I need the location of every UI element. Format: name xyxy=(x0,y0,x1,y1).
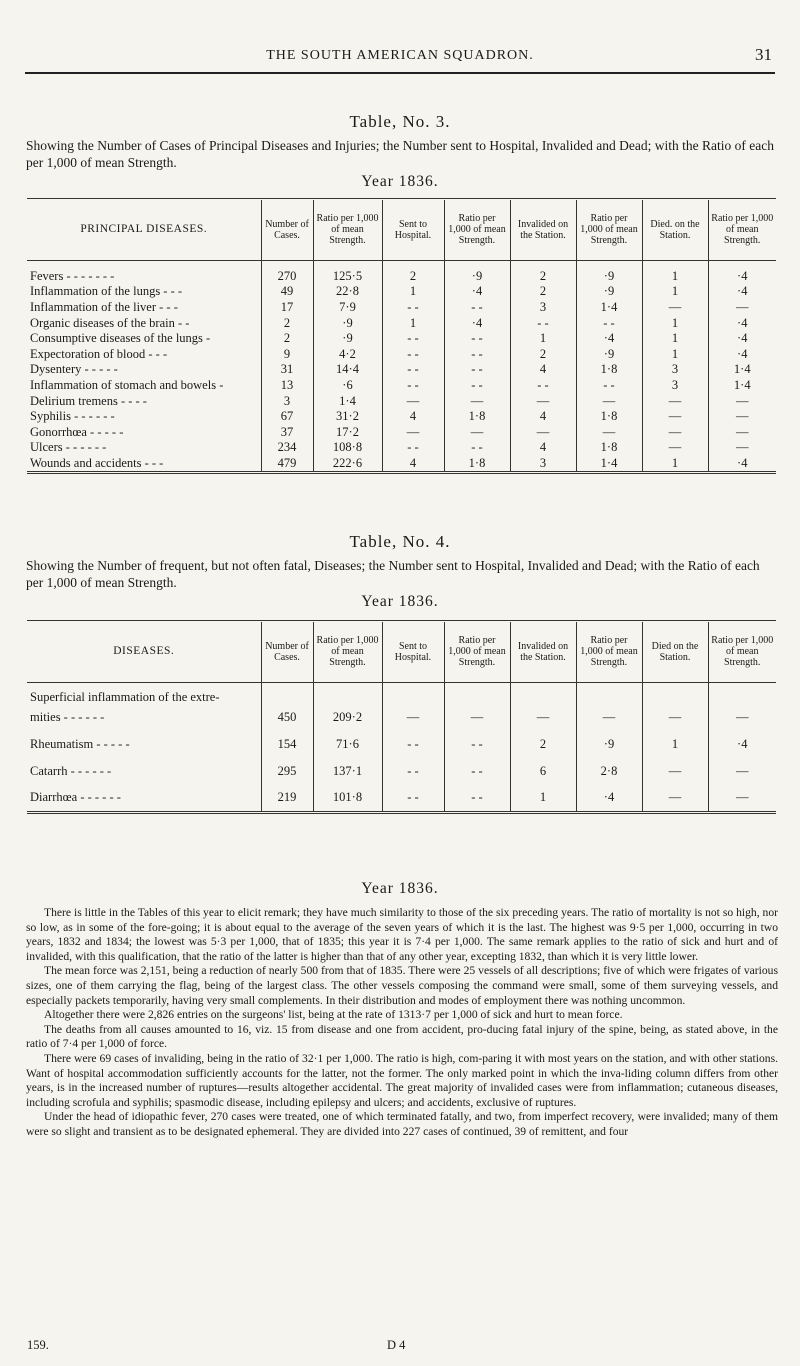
table-cell: — xyxy=(642,440,708,456)
table-cell: 209·2 xyxy=(313,704,382,731)
signature-mark: D 4 xyxy=(387,1338,406,1352)
table-cell: ·4 xyxy=(576,785,642,812)
table3 xyxy=(27,200,776,474)
table4-col-header-4: Ratio per 1,000 of mean Strength. xyxy=(444,622,510,682)
table-cell: 31 xyxy=(261,362,313,378)
table-cell: — xyxy=(382,424,444,440)
table4-caption: Table, No. 4. xyxy=(349,532,451,551)
table-cell: - - xyxy=(444,362,510,378)
table-cell: 154 xyxy=(261,731,313,758)
table-cell: 17 xyxy=(261,300,313,316)
table-cell: — xyxy=(708,704,776,731)
table4 xyxy=(27,622,776,814)
table-cell: 9 xyxy=(261,346,313,362)
table-row xyxy=(27,704,776,731)
table3-caption: Table, No. 3. xyxy=(349,112,451,131)
row-label: Ulcers - - - - - - xyxy=(30,440,107,455)
table4-row1-label-a: Superficial inflammation of the extre- xyxy=(30,690,220,704)
table-cell: ·6 xyxy=(313,378,382,394)
table-cell: ·4 xyxy=(708,731,776,758)
section-paragraph: The mean force was 2,151, being a reduction of nearly 500 from that of 1835. There were 25 vessels of all descriptions; five of which were frigates of various sizes, one of them carrying the flag, being of the largest class. The other vessels composing the command were small, some of them surveying vessels, and especially packets temporarily, having very small complements. In their distribution and modes of employment there was nothing uncommon. xyxy=(26,964,778,1007)
table-cell: ·4 xyxy=(708,315,776,331)
table-cell: ·4 xyxy=(708,346,776,362)
table-cell: - - xyxy=(382,785,444,812)
table-cell: — xyxy=(708,393,776,409)
table-cell: — xyxy=(708,424,776,440)
row-label: Organic diseases of the brain - - xyxy=(30,315,190,330)
table4-col-header-2: Ratio per 1,000 of mean Strength. xyxy=(313,622,382,682)
table-cell: ·4 xyxy=(708,260,776,284)
section-paragraph: Altogether there were 2,826 entries on the surgeons' list, being at the rate of 1313·7 per 1,000 of sick and hurt to mean force. xyxy=(44,1008,623,1022)
table-cell: ·4 xyxy=(576,331,642,347)
table-cell: 71·6 xyxy=(313,731,382,758)
table-cell: — xyxy=(576,704,642,731)
page-number: 31 xyxy=(755,45,772,64)
table-cell: 2 xyxy=(510,284,576,300)
table-cell: 1 xyxy=(510,331,576,347)
table3-top-rule xyxy=(27,198,776,199)
row-label: Inflammation of stomach and bowels - xyxy=(30,377,224,392)
table-cell: 4·2 xyxy=(313,346,382,362)
row-label: Inflammation of the lungs - - - xyxy=(30,284,183,299)
table-cell: - - xyxy=(444,731,510,758)
table-cell: — xyxy=(642,704,708,731)
table-cell: 1 xyxy=(382,284,444,300)
row-label: Catarrh - - - - - - xyxy=(30,764,112,778)
table-cell: 2 xyxy=(510,346,576,362)
table-cell: — xyxy=(510,424,576,440)
table-cell: ·4 xyxy=(444,284,510,300)
table-cell: 67 xyxy=(261,409,313,425)
table4-row1-label-b: mities - - - - - - xyxy=(30,710,105,724)
table-cell: 234 xyxy=(261,440,313,456)
table-cell: — xyxy=(576,393,642,409)
table-cell: — xyxy=(642,409,708,425)
table-cell: 295 xyxy=(261,758,313,785)
table-cell: - - xyxy=(444,346,510,362)
table-cell: 4 xyxy=(510,362,576,378)
table-cell: — xyxy=(642,300,708,316)
table-cell: ·4 xyxy=(444,315,510,331)
table-row xyxy=(27,378,776,394)
table-cell: — xyxy=(642,758,708,785)
table-row xyxy=(27,440,776,456)
table-cell: 3 xyxy=(642,362,708,378)
table-cell: ·9 xyxy=(313,331,382,347)
table-cell: — xyxy=(642,424,708,440)
table3-year: Year 1836. xyxy=(361,173,439,190)
table-cell: 31·2 xyxy=(313,409,382,425)
table-cell: — xyxy=(444,393,510,409)
table-cell: 6 xyxy=(510,758,576,785)
table-cell: 22·8 xyxy=(313,284,382,300)
table-cell: 17·2 xyxy=(313,424,382,440)
table-cell: 108·8 xyxy=(313,440,382,456)
row-label: Wounds and accidents - - - xyxy=(27,456,261,473)
table-row xyxy=(27,409,776,425)
table-cell: 1 xyxy=(642,731,708,758)
table-cell: - - xyxy=(444,378,510,394)
table-cell: — xyxy=(444,704,510,731)
table-cell: 1 xyxy=(510,785,576,812)
table-cell: — xyxy=(382,704,444,731)
table-cell: 1·8 xyxy=(576,362,642,378)
table3-col-header-5: Invalided on the Station. xyxy=(510,200,576,260)
table3-description: Showing the Number of Cases of Principal Diseases and Injuries; the Number sent to Hospital, Invalided and Dead; with the Ratio of each per 1,000 of mean Strength. xyxy=(26,138,774,170)
table-cell: 101·8 xyxy=(313,785,382,812)
table-cell: 125·5 xyxy=(313,260,382,284)
table3-col-header-4: Ratio per 1,000 of mean Strength. xyxy=(444,200,510,260)
table-cell: 1·8 xyxy=(444,409,510,425)
row-label: Consumptive diseases of the lungs - xyxy=(30,331,211,346)
table-cell: 4 xyxy=(382,409,444,425)
table3-col-header-2: Ratio per 1,000 of mean Strength. xyxy=(313,200,382,260)
table-cell: ·4 xyxy=(708,331,776,347)
table-row xyxy=(27,393,776,409)
table-cell: 1·4 xyxy=(708,362,776,378)
table-cell: 14·4 xyxy=(313,362,382,378)
table-cell: - - xyxy=(444,331,510,347)
table-cell: 2 xyxy=(510,731,576,758)
table-cell: - - xyxy=(382,331,444,347)
table-cell: ·4 xyxy=(708,284,776,300)
table3-col-header-0: PRINCIPAL DISEASES. xyxy=(80,223,208,236)
table-cell: 1·8 xyxy=(576,440,642,456)
table-cell: 479 xyxy=(261,456,313,473)
table-cell: 4 xyxy=(510,409,576,425)
table3-col-header-6: Ratio per 1,000 of mean Strength. xyxy=(576,200,642,260)
table-cell: - - xyxy=(382,346,444,362)
row-label: Gonorrhœa - - - - - xyxy=(30,424,124,439)
table-cell: 3 xyxy=(510,300,576,316)
section-paragraph: There were 69 cases of invaliding, being in the ratio of 32·1 per 1,000. The ratio is high, com-paring it with most years on the station, and with other stations. Want of hospital accommodation sufficiently accounts for the latter, not the former. The only marked point in which the inva-liding column differs from other years, is in the increased number of ruptures—results altogether accidental. The great majority of invalided cases were from inflammation; cutaneous diseases, including scrofula and syphilis; spasmodic disease, including epilepsy and ulcers; and accidents, exclusive of ruptures. xyxy=(26,1051,778,1109)
table-cell: - - xyxy=(382,440,444,456)
table-cell: 7·9 xyxy=(313,300,382,316)
section-paragraph: The deaths from all causes amounted to 16, viz. 15 from disease and one from accident, pro-ducing fatal injury of the spine, being, as stated above, in the ratio of 7·4 per 1,000 of force. xyxy=(26,1022,778,1051)
table4-col-header-3: Sent to Hospital. xyxy=(382,622,444,682)
table-cell: - - xyxy=(382,731,444,758)
table-cell: - - xyxy=(576,315,642,331)
table-cell: ·9 xyxy=(576,284,642,300)
row-label: Inflammation of the liver - - - xyxy=(30,299,178,314)
table-row xyxy=(27,284,776,300)
table4-col-header-0: DISEASES. xyxy=(113,645,175,658)
table-cell: - - xyxy=(382,300,444,316)
table-cell: 1·4 xyxy=(576,300,642,316)
table-cell: — xyxy=(382,393,444,409)
section-year: Year 1836. xyxy=(361,880,439,897)
table-cell: 37 xyxy=(261,424,313,440)
table-cell: — xyxy=(576,424,642,440)
table-cell: 4 xyxy=(382,456,444,473)
table-cell: 137·1 xyxy=(313,758,382,785)
row-label: Fevers - - - - - - - xyxy=(30,268,115,283)
table-cell: — xyxy=(510,704,576,731)
table-cell: - - xyxy=(444,440,510,456)
table-cell: 1·4 xyxy=(708,378,776,394)
table-cell: - - xyxy=(510,378,576,394)
section-paragraph: Under the head of idiopathic fever, 270 cases were treated, one of which terminated fatally, and two, from imperfect recovery, were invalided; many of them were so slight and transient as to be designated ephemeral. They are divided into 227 cases of continued, 39 of remittent, and four xyxy=(26,1110,778,1138)
table4-top-rule xyxy=(27,620,776,621)
table-cell: 3 xyxy=(261,393,313,409)
table-cell: 222·6 xyxy=(313,456,382,473)
table-cell: 3 xyxy=(642,378,708,394)
table-cell: ·9 xyxy=(576,346,642,362)
table4-year: Year 1836. xyxy=(361,593,439,610)
table-cell: — xyxy=(642,785,708,812)
table-cell: ·9 xyxy=(576,731,642,758)
table-cell: — xyxy=(708,440,776,456)
table-cell: 1 xyxy=(642,284,708,300)
section-paragraph: There is little in the Tables of this year to elicit remark; they have much similarity to those of the six preceding years. The ratio of mortality is not so high, nor so low, as in some of the fore-going; it is about equal to the average of the seven years of which it is the last. The highest was 9·5 per 1,000, occurring in two years, 1832 and 1834; the lowest was 5·3 per 1,000, that of 1835; this year it is 7·4 per 1,000. The same remark applies to the ratio of sick and hurt and of invalided, with this qualification, that the ratio of the latter is higher than that of any other year, excepting 1832, than which it is very little lower. xyxy=(26,906,778,963)
row-label: Expectoration of blood - - - xyxy=(30,346,168,361)
table-cell: 1 xyxy=(642,346,708,362)
table-cell: 1·8 xyxy=(444,456,510,473)
table-cell: 1 xyxy=(642,456,708,473)
table-cell: 450 xyxy=(261,704,313,731)
row-label: Syphilis - - - - - - xyxy=(30,409,115,424)
table-cell: 1 xyxy=(642,315,708,331)
table-cell: 1 xyxy=(642,260,708,284)
running-header xyxy=(0,45,800,74)
table-cell: — xyxy=(708,785,776,812)
table-cell: 1·4 xyxy=(313,393,382,409)
table-cell: ·9 xyxy=(444,260,510,284)
table-row xyxy=(27,731,776,758)
table-row xyxy=(27,758,776,785)
page-code: 159. xyxy=(27,1338,49,1352)
row-label: Delirium tremens - - - - xyxy=(30,393,147,408)
table-cell: 2·8 xyxy=(576,758,642,785)
table3-col-header-7: Died. on the Station. xyxy=(642,200,708,260)
row-label: Dysentery - - - - - xyxy=(30,362,118,377)
table-cell: 1·8 xyxy=(576,409,642,425)
table-cell: - - xyxy=(382,758,444,785)
table-cell: 1 xyxy=(382,315,444,331)
table-row xyxy=(27,456,776,473)
table-cell: 219 xyxy=(261,785,313,812)
table-cell: — xyxy=(708,758,776,785)
table-cell: 1·4 xyxy=(576,456,642,473)
table-cell: 1 xyxy=(642,331,708,347)
table-cell: — xyxy=(642,393,708,409)
table-cell: - - xyxy=(382,378,444,394)
table-cell: 2 xyxy=(382,260,444,284)
table4-col-header-5: Invalided on the Station. xyxy=(510,622,576,682)
header-rule xyxy=(25,72,775,74)
table-cell: — xyxy=(444,424,510,440)
table4-col-header-7: Died on the Station. xyxy=(642,622,708,682)
table-cell: — xyxy=(510,393,576,409)
row-label: Diarrhœa - - - - - - xyxy=(27,785,261,812)
table-cell: 3 xyxy=(510,456,576,473)
table-cell: - - xyxy=(576,378,642,394)
table-row xyxy=(27,300,776,316)
table4-col-header-1: Number of Cases. xyxy=(261,622,313,682)
table-row xyxy=(27,346,776,362)
table-cell: — xyxy=(708,409,776,425)
table-cell: - - xyxy=(444,758,510,785)
table-cell: 2 xyxy=(261,315,313,331)
table-cell: ·9 xyxy=(313,315,382,331)
table-cell: ·9 xyxy=(576,260,642,284)
table-cell: — xyxy=(708,300,776,316)
table-cell: - - xyxy=(444,785,510,812)
row-label: Rheumatism - - - - - xyxy=(30,737,130,751)
table-cell: 2 xyxy=(261,331,313,347)
table4-description: Showing the Number of frequent, but not often fatal, Diseases; the Number sent to Hospital, Invalided and Dead; with the Ratio of each per 1,000 of mean Strength. xyxy=(26,558,760,590)
table-row xyxy=(27,315,776,331)
table3-col-header-8: Ratio per 1,000 of mean Strength. xyxy=(708,200,776,260)
table-cell: ·4 xyxy=(708,456,776,473)
table3-col-header-1: Number of Cases. xyxy=(261,200,313,260)
table-cell: 49 xyxy=(261,284,313,300)
table-row xyxy=(27,260,776,284)
table-cell: - - xyxy=(382,362,444,378)
table4-col-header-6: Ratio per 1,000 of mean Strength. xyxy=(576,622,642,682)
table4-col-header-8: Ratio per 1,000 of mean Strength. xyxy=(708,622,776,682)
table-cell: - - xyxy=(444,300,510,316)
table-cell: 13 xyxy=(261,378,313,394)
table-row xyxy=(27,331,776,347)
running-title: THE SOUTH AMERICAN SQUADRON. xyxy=(266,48,534,63)
table3-col-header-3: Sent to Hospital. xyxy=(382,200,444,260)
table-row xyxy=(27,785,776,812)
table-cell: 2 xyxy=(510,260,576,284)
section-body xyxy=(26,906,778,1140)
table-row xyxy=(27,362,776,378)
table-row xyxy=(27,424,776,440)
table-cell: 4 xyxy=(510,440,576,456)
table-cell: 270 xyxy=(261,260,313,284)
table-cell: - - xyxy=(510,315,576,331)
